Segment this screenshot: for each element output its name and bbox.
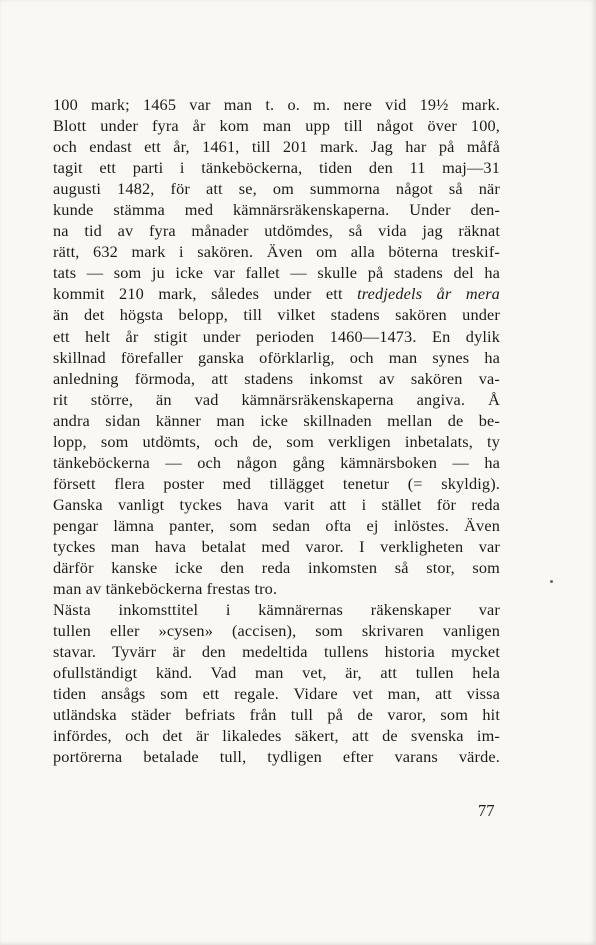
text-line: rätt, 632 mark i sakören. Även om alla böterna treskif-: [53, 242, 500, 262]
text-line: infördes, och det är likaledes säkert, att de svenska im-: [53, 726, 500, 746]
text-line: man av tänkeböckerna frestas tro.: [53, 579, 278, 599]
text-line: Ganska vanligt tyckes hava varit att i stället för reda: [53, 494, 500, 514]
text-line: tagit ett parti i tänkeböckerna, tiden den 11 maj—31: [53, 158, 500, 178]
text-line: tats — som ju icke var fallet — skulle på stadens del ha: [53, 263, 500, 283]
text-line: utländska städer befriats från tull på de varor, som hit: [53, 705, 500, 725]
text-line: tänkeböckerna — och någon gång kämnärsboken — ha: [53, 452, 500, 472]
text-line: skillnad förefaller ganska oförklarlig, och man synes ha: [53, 347, 500, 367]
text-line: tyckes man hava betalat med varor. I verkligheten var: [53, 536, 500, 556]
text-line: kommit 210 mark, således under ett tredjedels år mera: [53, 284, 500, 304]
paragraph-1: [53, 94, 500, 599]
text-line: augusti 1482, för att se, om summorna något så när: [53, 179, 500, 199]
text-line: andra sidan känner man icke skillnaden mellan de be-: [53, 410, 500, 430]
text-line: Blott under fyra år kom man upp till något över 100,: [53, 116, 500, 136]
text-line: 100 mark; 1465 var man t. o. m. nere vid 19½ mark.: [53, 95, 500, 114]
margin-speck: [550, 580, 553, 583]
text-line: Nästa inkomsttitel i kämnärernas räkenskaper var: [53, 600, 500, 620]
text-line: ett helt år stigit under perioden 1460—1473. En dylik: [53, 326, 500, 346]
text-line: ofullständigt känd. Vad man vet, är, att tullen hela: [53, 663, 500, 683]
text-line: försett flera poster med tillägget tenetur (= skyldig).: [53, 473, 500, 493]
text-line: därför kanske icke den reda inkomsten så stor, som: [53, 558, 500, 578]
text-line: rit större, än vad kämnärsräkenskaperna angiva. Å: [53, 389, 500, 409]
text-line: anledning förmoda, att stadens inkomst av sakören va-: [53, 368, 500, 388]
body-text: [53, 94, 500, 768]
italic-phrase: tredjedels år mera: [357, 284, 500, 304]
text-line: stavar. Tyvärr är den medeltida tullens historia mycket: [53, 642, 500, 662]
text-line: lopp, som utdömts, och de, som verkligen inbetalats, ty: [53, 431, 500, 451]
text-line: kunde stämma med kämnärsräkenskaperna. Under den-: [53, 200, 500, 220]
text-line: pengar lämna panter, som sedan ofta ej inlöstes. Även: [53, 515, 500, 535]
text-line: tullen eller »cysen» (accisen), som skrivaren vanligen: [53, 621, 500, 641]
text-line: än det högsta belopp, till vilket stadens sakören under: [53, 305, 500, 325]
paragraph-2: [53, 599, 500, 767]
text-line: na tid av fyra månader utdömdes, så vida jag räknat: [53, 221, 500, 241]
text-line: portörerna betalade tull, tydligen efter varans värde.: [53, 747, 500, 767]
text-line: och endast ett år, 1461, till 201 mark. Jag har på måfå: [53, 137, 500, 157]
text-line: tiden ansågs som ett regale. Vidare vet man, att vissa: [53, 684, 500, 704]
page-number: 77: [478, 801, 495, 820]
